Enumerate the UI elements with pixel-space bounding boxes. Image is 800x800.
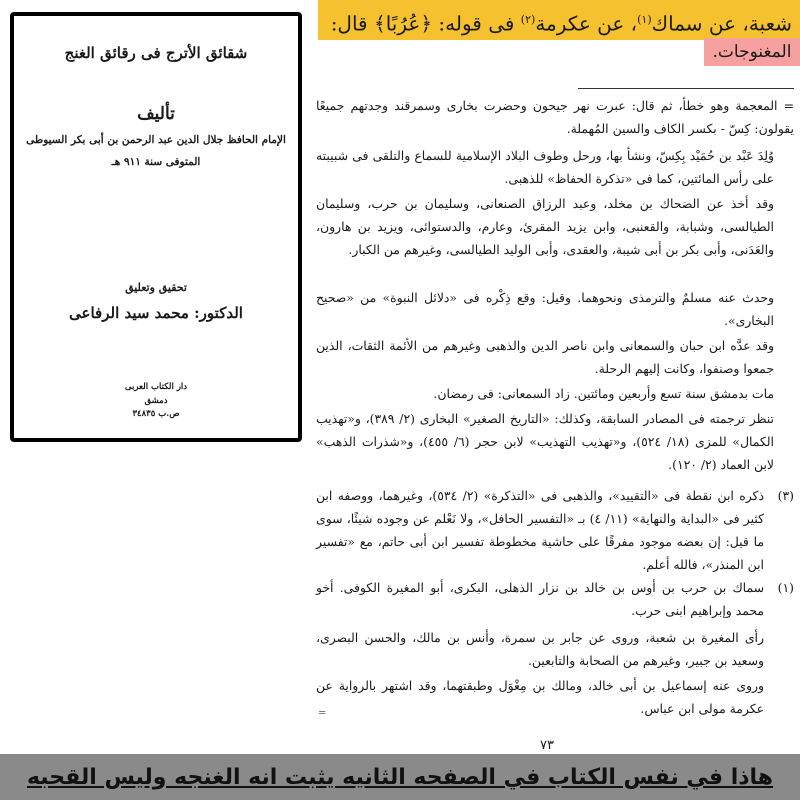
footnote-paragraph: = المعجمة وهو خطأ، ثم قال: عبرت نهر جيحون وحضرت بخارى وسمرقند وجدتهم جميعًا يقولون: كِسّ - بكسر الكاف والسين المُهملة. — [316, 98, 794, 136]
author-label: تأليف — [137, 104, 175, 124]
page-number: ٧٣ — [540, 738, 554, 753]
author-death-year: المتوفى سنة ٩١١ هـ — [111, 156, 201, 168]
footnote-paragraph: تنظر ترجمته فى المصادر السابقة، وكذلك: «التاريخ الصغير» البخارى (٢/ ٣٨٩)، و«تهذيب الكمال» للمزى (١٨/ ٥٢٤)، و«تهذيب التهذيب» لابن حجر (٦/ ٤٥٥)، و«شذرات الذهب» لابن العماد (٢/ ١٢٠). — [316, 411, 774, 472]
footnote-number: (١) — [777, 580, 794, 595]
footnote-paragraph: وقد أخذ عن الضحاك بن مخلد، وعبد الرزاق الصنعانى، وسليمان بن حرب، وسليمان الطيالسى، وشبابة، والقعنبى، وابن يزيد المقرئ، وعارم، والدستوائى، ويزيد بن هارون، والعَدَنى، وأبى بكر بن أبى شيبة، والعقدى، وأبى الوليد الطيالسى، وغيرهم من الكبار. — [316, 196, 774, 257]
footnote-ref-1: (١) — [637, 13, 652, 26]
footnote-paragraph: سماك بن حرب بن أوس بن خالد بن نزار الذهلى، البكرى، أبو المغيرة الكوفى. أخو محمد وإبراهيم ابنى حرب. — [316, 580, 764, 618]
banner-text-2: ، عن عكرمة — [535, 11, 638, 36]
footnote-number: (٣) — [777, 488, 794, 503]
editor-name: الدكتور: محمد سيد الرفاعى — [69, 304, 243, 322]
footnote-paragraph: مات بدمشق سنة تسع وأربعين ومائتين. زاد السمعانى: فى رمضان. — [433, 386, 774, 401]
footnote-paragraph: رأى المغيرة بن شعبة، وروى عن جابر بن سمرة، وأنس بن مالك، والحسن البصرى، وسعيد بن جبير، وغيرهم من الصحابة والتابعين. — [316, 630, 764, 668]
banner-text-1: شعبة، عن سماك — [651, 11, 792, 36]
footnote-paragraph: ذكره ابن نقطة فى «التقييد»، والذهبى فى «التذكرة» (٢/ ٥٣٤)، وغيرهما، ووصفه ابن كثير فى «البداية والنهاية» (١١/ ٤) بـ «التفسير الحافل»، ولا نَعْلم عن وجوده شيئًا، سوى ما قيل: إن بعضه موجود مفرقًا على حاشية مخطوطة تفسير ابن أبى حاتم، مع «تفسير ابن المنذر»، فالله أعلم. — [316, 488, 764, 572]
publisher-po-box: ص.ب ٣٤٨٣٥ — [132, 409, 180, 419]
footnote-rule — [578, 88, 794, 89]
continuation-mark: = — [318, 708, 327, 719]
caption-bar — [0, 754, 800, 800]
publisher-name: دار الكتاب العربى — [124, 382, 188, 392]
footnote-paragraph: وروى عنه إسماعيل بن أبى خالد، ومالك بن مِغْوَل وطبقتهما، وقد اشتهر بالرواية عن عكرمة مولى ابن عباس. — [316, 678, 764, 716]
book-cover — [10, 12, 302, 442]
footnote-paragraph: وقد عدَّه ابن حبان والسمعانى وابن ناصر الدين والذهبى وغيرهم من الأئمة الثقات، الذين جمعوا وصنفوا، وكانت إليهم الرحلة. — [316, 338, 774, 376]
footnote-paragraph: وحدث عنه مسلمٌ والترمذى ونحوهما. وقيل: وقع ذِكْره فى «دلائل النبوة» من «صحيح البخارى». — [316, 290, 774, 328]
author-name: الإمام الحافظ جلال الدين عبد الرحمن بن أبى بكر السيوطى — [26, 134, 286, 146]
footnote-paragraph: وُلِدَ عَبْد بن حُمَيْد بِكِسّ، ونشأ بها، ورحل وطوف البلاد الإسلامية للسماع والتلقى فى شبيبته على رأس المائتين، كما فى «تذكرة الحفاظ» للذهبى. — [316, 148, 774, 186]
quote-banner-continuation: المغنوجات. — [704, 38, 800, 66]
caption-text: هاذا في نفس الكتاب في الصفحه الثانيه يثبت انه الغنجه وليس القحبه — [26, 764, 774, 790]
quote-banner — [318, 0, 800, 40]
footnote-ref-2: (٢) — [520, 13, 536, 26]
banner-text-3: فى قوله: ﴿عُرُبًا﴾ قال: — [330, 11, 521, 36]
publisher-city: دمشق — [144, 396, 168, 406]
editing-label: تحقيق وتعليق — [125, 281, 187, 294]
book-title: شقائق الأترج فى رقائق الغنج — [64, 44, 248, 62]
